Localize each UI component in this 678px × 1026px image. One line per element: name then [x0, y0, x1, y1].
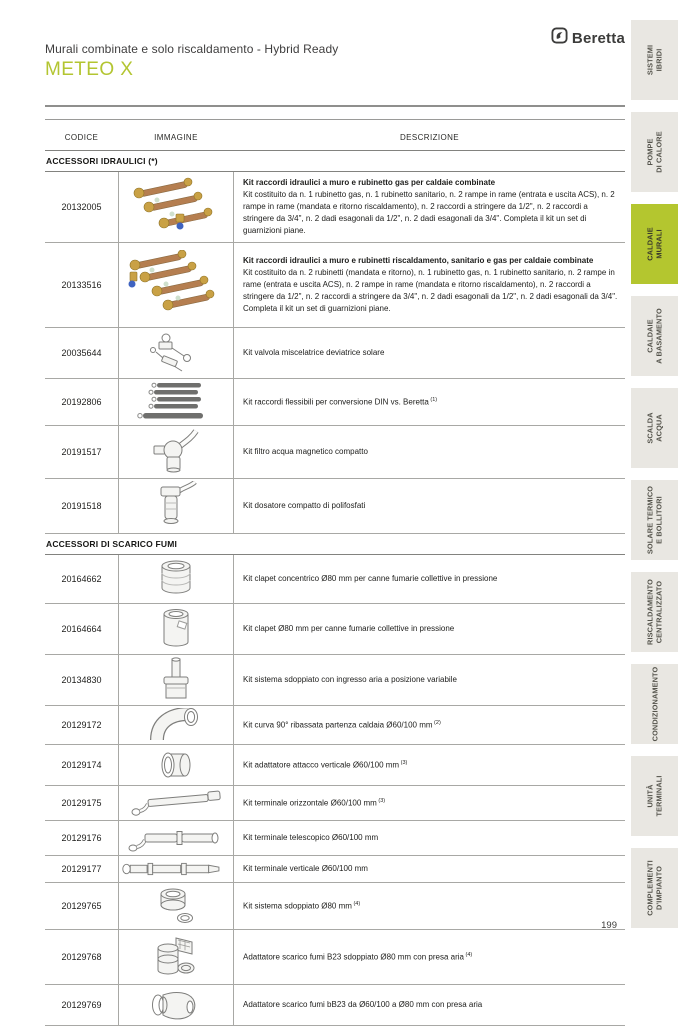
tab-label: CALDAIE [645, 319, 655, 353]
table-row [45, 172, 625, 243]
tab-label: POMPE [645, 138, 655, 166]
clapet-image [118, 604, 234, 654]
pipes-kit-combi-image [118, 172, 234, 242]
table-row [45, 883, 625, 930]
beretta-logo-text: Beretta [571, 29, 625, 47]
sidebar-tab-complementi-impianto [631, 848, 678, 928]
table-row [45, 786, 625, 821]
table-row [45, 655, 625, 706]
section-header: ACCESSORI DI SCARICO FUMI [45, 534, 625, 555]
tab-label: COMPLEMENTI [645, 860, 655, 916]
column-header-codice: CODICE [64, 133, 99, 142]
section-header: ACCESSORI IDRAULICI (*) [45, 150, 625, 172]
product-description: Adattatore scarico fumi bB23 da Ø60/100 a Ø80 mm con presa aria [243, 1000, 483, 1009]
table-row [45, 856, 625, 883]
page-title: METEO X [45, 59, 134, 80]
product-description: Kit filtro acqua magnetico compatto [243, 447, 368, 456]
beretta-swirl-icon [551, 27, 568, 49]
product-code: 20192806 [61, 397, 102, 407]
tab-label: E BOLLITORI [654, 496, 664, 544]
product-description: Kit sistema sdoppiato Ø80 mm $^{(4)}$ [243, 900, 361, 911]
tab-label: D'IMPIANTO [654, 865, 664, 911]
tab-label: TERMINALI [654, 775, 664, 817]
flex-hoses-image [118, 379, 234, 425]
split-air-inlet-image [118, 655, 234, 705]
sidebar-tab-scalda-acqua [631, 388, 678, 468]
horizontal-terminal-image [118, 786, 234, 820]
sidebar-tab-solare-termico [631, 480, 678, 560]
table-row [45, 985, 625, 1026]
tab-label: SCALDA [645, 412, 655, 444]
table-row [45, 426, 625, 479]
table-top-divider [45, 119, 625, 120]
page-number: 199 [601, 920, 617, 931]
catalog-page [45, 0, 625, 1010]
product-code: 20035644 [61, 348, 102, 358]
tab-label: UNITÀ [645, 784, 655, 808]
product-description: Kit clapet concentrico Ø80 mm per canne fumarie collettive in pressione [243, 574, 498, 583]
tab-label: ACQUA [654, 414, 664, 442]
page-subtitle: Murali combinate e solo riscaldamento - Hybrid Ready [45, 42, 339, 56]
product-description: Kit sistema sdoppiato con ingresso aria a posizione variabile [243, 675, 457, 684]
vertical-terminal-image [118, 856, 234, 882]
vertical-adapter-image [118, 745, 234, 785]
product-code: 20129769 [61, 1000, 102, 1010]
product-description: Kit terminale verticale Ø60/100 mm [243, 864, 368, 873]
tab-label: SOLARE TERMICO [645, 485, 655, 555]
sidebar-tab-sistemi-ibridi [631, 20, 678, 100]
header-divider [45, 105, 625, 107]
solar-mixing-valve-image [118, 328, 234, 378]
column-header-immagine: IMMAGINE [154, 133, 198, 142]
tab-label: DI CALORE [654, 131, 664, 173]
beretta-logo [551, 27, 625, 49]
tab-label: CONDIZIONAMENTO [649, 666, 659, 742]
table-row [45, 328, 625, 379]
sidebar-tab-condizionamento [631, 664, 678, 744]
elbow-90-image [118, 706, 234, 744]
product-description: Kit curva 90° ribassata partenza caldaia Ø60/100 mm $^{(2)}$ [243, 719, 441, 730]
product-description: Kit clapet Ø80 mm per canne fumarie collettive in pressione [243, 624, 455, 633]
product-code: 20129172 [61, 720, 102, 730]
product-code: 20164664 [61, 624, 102, 634]
tab-label: CALDAIE [645, 227, 655, 261]
column-header-descrizione: DESCRIZIONE [399, 133, 460, 142]
table-row [45, 930, 625, 985]
split-80-image [118, 883, 234, 929]
table-row [45, 555, 625, 604]
product-code: 20129768 [61, 952, 102, 962]
product-code: 20129177 [61, 864, 102, 874]
product-code: 20129175 [61, 798, 102, 808]
product-code: 20129174 [61, 760, 102, 770]
b23-split-adapter-image [118, 930, 234, 984]
product-code: 20191518 [61, 501, 102, 511]
product-code: 20191517 [61, 447, 102, 457]
product-description: Kit adattatore attacco verticale Ø60/100 mm $^{(3)}$ [243, 759, 408, 770]
b23-round-adapter-image [118, 985, 234, 1025]
tab-label: IBRIDI [654, 48, 664, 72]
tab-label: SISTEMI [645, 44, 655, 76]
sidebar-tab-unita-terminali [631, 756, 678, 836]
tab-label: A BASAMENTO [654, 308, 664, 364]
sidebar-tab-caldaie-murali-active [631, 204, 678, 284]
product-description: Kit raccordi idraulici a muro e rubinetto gas per caldaie combinate Kit costituito da n. 1 rubinetto gas, n. 1 rubinetto sanitario, n. 2 rampe in rame (entrata e uscita ACS), n. 2 rampe in rame (mandata e ritorno riscaldamento), n. 2 raccordi a stringere da 1/2", n. 2 raccordi a stringere da 3/4", n. 2 dadi esagonali da 1/2", n. 2 dadi esagonali da 3/4". Completa il kit un set di guarnizioni piane. [243, 178, 615, 235]
product-description: Kit raccordi idraulici a muro e rubinetti riscaldamento, sanitario e gas per caldaie combinate Kit costituito da n. 2 rubinetti (mandata e ritorno), n. 1 rubinetto gas, n. 1 rubinetto sanitario, n. 2 rampe in rame (entrata e uscita ACS), n. 2 rampe in rame (mandata e ritorno riscaldamento), n. 2 raccordi a stringere da 1/2", n. 2 raccordi a stringere da 3/4", n. 2 dadi esagonali da 1/2", n. 2 dadi esagonali da 3/4". Completa il kit un set di guarnizioni piane. [243, 256, 618, 313]
product-description: Kit terminale telescopico Ø60/100 mm [243, 833, 379, 842]
product-description: Kit raccordi flessibili per conversione DIN vs. Beretta $^{(1)}$ [243, 396, 438, 407]
category-sidebar [631, 20, 678, 928]
sidebar-tab-pompe-di-calore [631, 112, 678, 192]
sidebar-tab-riscaldamento-centralizzato [631, 572, 678, 652]
pipes-kit-full-image [118, 243, 234, 327]
products-table [45, 150, 625, 1026]
table-row [45, 604, 625, 655]
magnetic-filter-image [118, 426, 234, 478]
tab-label: RISCALDAMENTO [645, 579, 655, 645]
product-description: Kit dosatore compatto di polifosfati [243, 501, 366, 510]
product-description: Kit valvola miscelatrice deviatrice solare [243, 348, 385, 357]
table-row [45, 706, 625, 745]
product-code: 20133516 [61, 280, 102, 290]
tab-label: MURALI [654, 229, 664, 259]
product-code: 20132005 [61, 202, 102, 212]
clapet-concentric-image [118, 555, 234, 603]
sidebar-tab-caldaie-a-basamento [631, 296, 678, 376]
product-code: 20129765 [61, 901, 102, 911]
table-row [45, 379, 625, 426]
product-code: 20134830 [61, 675, 102, 685]
table-row [45, 479, 625, 534]
product-code: 20129176 [61, 833, 102, 843]
table-row [45, 821, 625, 856]
product-description: Kit terminale orizzontale Ø60/100 mm $^{(3)}$ [243, 797, 386, 808]
table-row [45, 745, 625, 786]
product-description: Adattatore scarico fumi B23 sdoppiato Ø80 mm con presa aria $^{(4)}$ [243, 951, 473, 962]
table-row [45, 243, 625, 328]
telescopic-terminal-image [118, 821, 234, 855]
product-code: 20164662 [61, 574, 102, 584]
tab-label: CENTRALIZZATO [654, 580, 664, 644]
polyphosphate-doser-image [118, 479, 234, 533]
table-header-row [45, 125, 625, 150]
